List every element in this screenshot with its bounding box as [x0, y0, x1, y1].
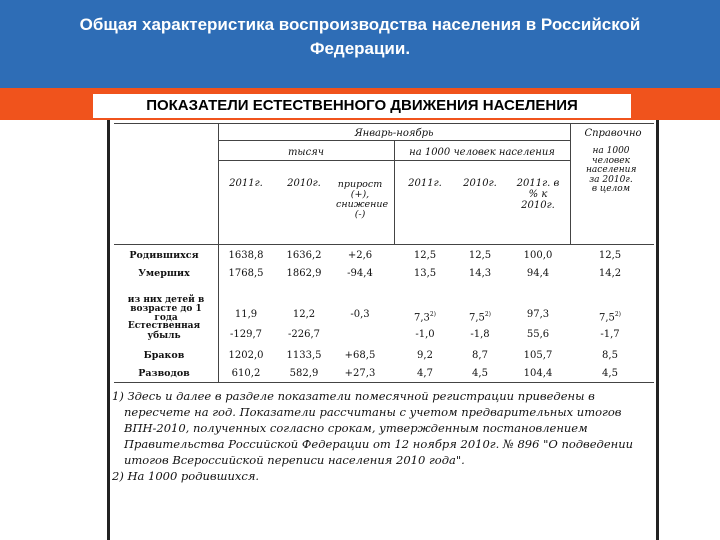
- cell: +68,5: [344, 350, 376, 361]
- row-label: Родившихся: [129, 250, 199, 261]
- cell: 12,2: [292, 309, 316, 320]
- row-label: Браков: [143, 350, 185, 361]
- cell-value: 7,5: [468, 312, 485, 324]
- cell: 8,7: [472, 350, 488, 361]
- footnote-mark: 2): [429, 311, 437, 318]
- cell: 1638,8: [228, 250, 264, 261]
- cell: 100,0: [523, 250, 553, 261]
- cell: 97,3: [526, 309, 550, 320]
- table-top-rule: [114, 123, 654, 124]
- cell: 14,2: [598, 268, 622, 279]
- cell: -1,0: [415, 329, 435, 340]
- cell: 610,2: [231, 368, 261, 379]
- footnote-1-line: пересчете на год. Показатели рассчитаны с учетом предварительных итогов: [124, 405, 622, 419]
- col-divider: [218, 123, 219, 382]
- col-divider: [570, 123, 571, 244]
- cell: 9,2: [417, 350, 433, 361]
- cell: -1,7: [600, 329, 620, 340]
- cell: -0,3: [350, 309, 370, 320]
- footnote-mark: 2): [484, 311, 492, 318]
- cell: 4,5: [602, 368, 618, 379]
- cell: -226,7: [287, 329, 320, 340]
- cell: 12,5: [413, 250, 437, 261]
- row-label: из них детей в возрасте до 1 года: [127, 295, 205, 323]
- section-banner: [0, 88, 720, 120]
- row-label: Разводов: [138, 368, 190, 379]
- table-bottom-rule: [114, 382, 654, 383]
- cell: 105,7: [523, 350, 553, 361]
- cell: +27,3: [344, 368, 376, 379]
- col-2011-rate-header: 2011г.: [408, 178, 442, 189]
- footnote-1-line: итогов Всероссийской переписи населения 2010 года".: [124, 453, 465, 467]
- row-label: Умерших: [138, 268, 190, 279]
- cell: 1768,5: [228, 268, 264, 279]
- cell: -1,8: [470, 329, 490, 340]
- cell: 55,6: [526, 329, 550, 340]
- slide-header: [0, 0, 720, 88]
- cell: -129,7: [229, 329, 262, 340]
- col-2011-header: 2011г.: [229, 178, 263, 189]
- cell-footnoted: [455, 309, 505, 323]
- cell: 12,5: [598, 250, 622, 261]
- cell: 8,5: [602, 350, 618, 361]
- banner-title: ПОКАЗАТЕЛИ ЕСТЕСТВЕННОГО ДВИЖЕНИЯ НАСЕЛЕНИЯ: [146, 97, 578, 114]
- col-2010-rate-header: 2010г.: [463, 178, 497, 189]
- cell: 1636,2: [286, 250, 322, 261]
- cell: 1133,5: [286, 350, 322, 361]
- cell: 4,5: [472, 368, 488, 379]
- cell: -94,4: [347, 268, 373, 279]
- group-header: Январь-ноябрь: [354, 128, 434, 139]
- cell: 13,5: [413, 268, 437, 279]
- ref-subheader: на 1000 человек населения за 2010г. в целом: [586, 146, 637, 194]
- cell: 11,9: [234, 309, 258, 320]
- col-2010-header: 2010г.: [287, 178, 321, 189]
- cell-value: 7,5: [598, 312, 615, 324]
- cell: 12,5: [468, 250, 492, 261]
- cell: 94,4: [526, 268, 550, 279]
- cell-footnoted: [580, 309, 640, 323]
- col-pct-header: 2011г. в % к 2010г.: [516, 178, 560, 211]
- ref-header: Справочно: [584, 128, 642, 139]
- cell-value: 7,3: [413, 312, 430, 324]
- header-bottom-rule: [114, 244, 654, 245]
- cell: 4,7: [417, 368, 433, 379]
- footnote-1-line: ВПН-2010, полученных согласно срокам, утвержденным постановлением: [124, 421, 588, 435]
- cell: 1202,0: [228, 350, 264, 361]
- slide-title-line1: Общая характеристика воспроизводства населения в Российской: [79, 15, 641, 34]
- cell: 104,4: [523, 368, 553, 379]
- footnote-1-line: Правительства Российской Федерации от 12 ноября 2010г. № 896 "О подведении: [124, 437, 634, 451]
- row-label: Естественная убыль: [127, 321, 201, 341]
- footnote-2: 2) На 1000 родившихся.: [112, 469, 260, 483]
- per1000-header: на 1000 человек населения: [409, 147, 555, 158]
- cell-footnoted: [400, 309, 450, 323]
- col-change-header: прирост (+), снижение (-): [336, 179, 389, 220]
- slide-title-line2: Федерации.: [309, 39, 411, 58]
- thousands-header: тысяч: [287, 147, 325, 158]
- cell: 582,9: [289, 368, 319, 379]
- cell: 14,3: [468, 268, 492, 279]
- cell: +2,6: [347, 250, 373, 261]
- footnote-1-line: 1) Здесь и далее в разделе показатели помесячной регистрации приведены в: [112, 389, 595, 403]
- cell: 1862,9: [286, 268, 322, 279]
- footnote-mark: 2): [614, 311, 622, 318]
